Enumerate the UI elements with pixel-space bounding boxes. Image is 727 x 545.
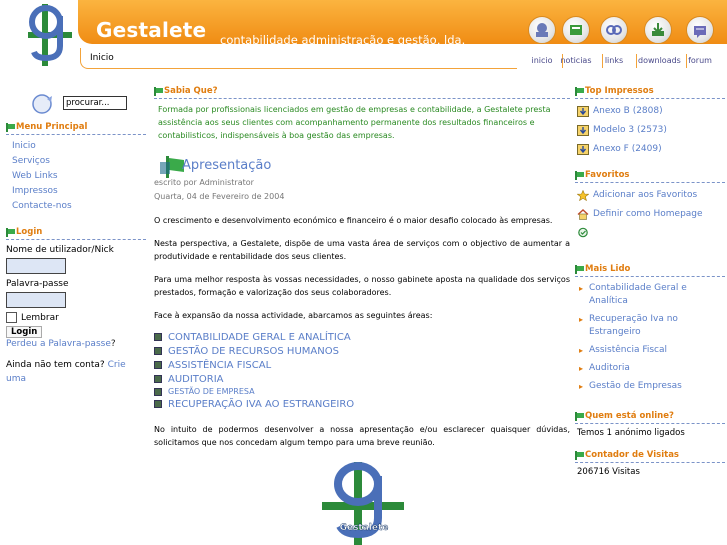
- logo-text: Gestalete: [339, 523, 389, 533]
- menu-item-impressos[interactable]: Impressos: [12, 186, 58, 196]
- menu-item-contacte-nos[interactable]: Contacte-nos: [12, 201, 72, 211]
- article-author: escrito por Administrator: [154, 178, 254, 187]
- top-impresso-item[interactable]: [577, 143, 725, 156]
- toolbar-downloads-label: downloads: [638, 56, 681, 65]
- article-paragraph: Para uma melhor resposta às vossas necessidades, o nosso gabinete aposta na qualidade dos serviços prestados, formação e valorização dos seus colaboradores.: [154, 275, 570, 297]
- bullet-icon: [154, 361, 162, 369]
- breadcrumb[interactable]: Inicio: [90, 53, 114, 63]
- bullet-icon: [154, 333, 162, 341]
- mais-lido-label: Contabilidade Geral e Analítica: [589, 283, 687, 306]
- login-button[interactable]: Login: [6, 326, 42, 338]
- arrow-right-icon: ▸: [579, 346, 584, 355]
- right-sidebar: [575, 86, 725, 477]
- downloads-icon: [644, 16, 672, 44]
- menu-principal-title: Menu Principal: [16, 122, 88, 132]
- arrow-right-icon: ▸: [579, 284, 584, 293]
- toolbar-divider: [636, 54, 637, 68]
- password-input[interactable]: [6, 292, 66, 308]
- list-item: [154, 344, 570, 358]
- forgot-password-link[interactable]: Perdeu a Palavra-passe: [6, 339, 111, 349]
- links-icon: [600, 16, 628, 44]
- menu-principal: [6, 122, 146, 214]
- no-account-row: [6, 358, 146, 386]
- search-icon: [30, 93, 58, 115]
- mais-lido-header: [575, 264, 725, 277]
- mais-lido-label: Auditoria: [589, 363, 630, 373]
- top-impresso-label: Modelo 3 (2573): [593, 125, 667, 135]
- site-title: Gestalete: [96, 18, 207, 42]
- login-header: [6, 227, 146, 240]
- article-paragraph: Nesta perspectiva, a Gestalete, dispõe de uma vasta área de serviços com o objectivo de aumentar a produtividade e rentabilidade dos seus clientes.: [154, 239, 570, 261]
- flag-icon: [154, 87, 164, 96]
- flag-icon: [6, 228, 16, 237]
- flag-icon: [575, 412, 585, 421]
- username-input[interactable]: [6, 258, 66, 274]
- menu-item-servicos[interactable]: Serviços: [12, 156, 50, 166]
- remember-checkbox[interactable]: [6, 312, 17, 323]
- flag-icon: [575, 171, 585, 180]
- mais-lido-item[interactable]: [579, 362, 725, 375]
- search-input[interactable]: procurar...: [63, 96, 127, 110]
- arrow-right-icon: ▸: [579, 364, 584, 373]
- arrow-right-icon: ▸: [579, 382, 584, 391]
- home-icon: [528, 16, 556, 44]
- toolbar-links[interactable]: [594, 16, 634, 65]
- breadcrumb-bar: [80, 48, 517, 69]
- create-account-link[interactable]: Crie uma: [6, 360, 126, 384]
- visitas-header: [575, 450, 725, 463]
- bullet-icon: [154, 400, 162, 408]
- toolbar-news[interactable]: [556, 16, 596, 65]
- top-impressos-header: [575, 86, 725, 99]
- top-impressos-title: Top Impressos: [585, 86, 654, 96]
- toolbar-news-label: noticias: [560, 56, 592, 65]
- login-section: [6, 227, 146, 386]
- bullet-icon: [154, 388, 162, 396]
- flag-icon: [6, 123, 16, 132]
- online-header: [575, 411, 725, 424]
- forum-icon: [686, 16, 714, 44]
- sabia-text: Formada por profissionais licenciados em gestão de empresas e contabilidade, a Gestalete presta assistência aos seus clientes com acompanhamento permanente dos resultados financeiros e contabilisticos, indispensáveis à boa gestão das empresas.: [158, 105, 551, 140]
- article-paragraph: O crescimento e desenvolvimento económico e financeiro é o maior desafio colocado às empresas.: [154, 216, 553, 225]
- article-title: Apresentação: [182, 158, 272, 173]
- area-label: GESTÃO DE RECURSOS HUMANOS: [168, 345, 339, 357]
- mais-lido-title: Mais Lido: [585, 264, 631, 274]
- toolbar: [522, 16, 727, 68]
- mais-lido-label: Assistência Fiscal: [589, 345, 668, 355]
- mais-lido-label: Gestão de Empresas: [589, 381, 682, 391]
- arrow-right-icon: ▸: [579, 315, 584, 324]
- mais-lido-item[interactable]: [579, 282, 725, 308]
- add-favorites-item[interactable]: [577, 189, 725, 202]
- menu-item-web-links[interactable]: Web Links: [12, 171, 58, 181]
- mais-lido-item[interactable]: [579, 380, 725, 393]
- mais-lido-label: Recuperação Iva no Estrangeiro: [589, 314, 678, 337]
- header: [0, 0, 727, 72]
- list-item: [154, 397, 570, 411]
- top-impresso-item[interactable]: [577, 105, 725, 118]
- area-label: CONTABILIDADE GERAL E ANALÍTICA: [168, 331, 351, 343]
- area-label: ASSISTÊNCIA FISCAL: [168, 359, 272, 371]
- bullet-icon: [154, 347, 162, 355]
- download-icon: [577, 125, 589, 136]
- article-paragraph: Face à expansão da nossa actividade, abarcamos as seguintes áreas:: [154, 311, 433, 320]
- visitas-text: 206716 Visitas: [577, 467, 640, 477]
- favoritos-title: Favoritos: [585, 170, 630, 180]
- top-impresso-label: Anexo B (2808): [593, 106, 663, 116]
- top-impresso-item[interactable]: [577, 124, 725, 137]
- gestalete-logo-large: [318, 460, 408, 545]
- gestalete-logo[interactable]: [26, 2, 74, 68]
- online-title: Quem está online?: [585, 411, 674, 421]
- article-header: [154, 154, 570, 176]
- no-account-text: Ainda não tem conta?: [6, 360, 105, 370]
- flag-icon: [575, 451, 585, 460]
- online-text: Temos 1 anónimo ligados: [577, 428, 685, 438]
- remember-label: Lembrar: [21, 312, 59, 323]
- area-label: AUDITORIA: [168, 373, 224, 385]
- toolbar-links-label: links: [604, 56, 624, 65]
- areas-list: [154, 330, 570, 411]
- flag-icon: [575, 265, 585, 274]
- toolbar-forum-label: forum: [688, 56, 712, 65]
- forgot-suffix: ?: [110, 339, 116, 349]
- list-item: [154, 372, 570, 386]
- set-homepage-label: Definir como Homepage: [593, 209, 703, 219]
- visitas-title: Contador de Visitas: [585, 450, 679, 460]
- area-label: GESTÃO DE EMPRESA: [168, 387, 255, 396]
- favoritos-header: [575, 170, 725, 183]
- remember-row: [6, 312, 146, 323]
- star-icon: [577, 190, 589, 201]
- add-favorites-label: Adicionar aos Favoritos: [593, 190, 698, 200]
- password-label: Palavra-passe: [6, 279, 69, 289]
- toolbar-downloads[interactable]: [638, 16, 681, 65]
- refresh-icon: [577, 227, 589, 238]
- bullet-icon: [154, 375, 162, 383]
- toolbar-home-label: inicio: [531, 56, 553, 65]
- forgot-row: [6, 338, 146, 350]
- news-icon: [562, 16, 590, 44]
- download-icon: [577, 144, 589, 155]
- flag-icon: [575, 87, 585, 96]
- toolbar-forum[interactable]: [680, 16, 720, 65]
- sabia-title: Sabia Que?: [164, 86, 218, 96]
- main-content: [154, 86, 570, 449]
- house-icon: [577, 209, 589, 220]
- list-item: [154, 358, 570, 372]
- login-title: Login: [16, 227, 43, 237]
- refresh-item[interactable]: [577, 227, 725, 238]
- area-label: RECUPERAÇÃO IVA AO ESTRANGEIRO: [168, 398, 355, 410]
- set-homepage-item[interactable]: [577, 208, 725, 221]
- sabia-header: [154, 86, 570, 99]
- download-icon: [577, 106, 589, 117]
- menu-principal-header: [6, 122, 146, 135]
- article-paragraph: No intuito de podermos desenvolver a nossa apresentação e/ou esclarecer quaisquer dúvidas, solicitamos que nos concedam algum tempo para uma breve reunião.: [154, 425, 570, 447]
- top-impresso-label: Anexo F (2409): [593, 144, 662, 154]
- site-tagline: contabilidade administração e gestão, lda.: [220, 33, 466, 47]
- menu-item-inicio[interactable]: Inicio: [12, 141, 36, 151]
- mais-lido-item[interactable]: [579, 344, 725, 357]
- list-item: [154, 386, 570, 397]
- list-item: [154, 330, 570, 344]
- article-date: Quarta, 04 de Fevereiro de 2004: [154, 192, 285, 201]
- username-label: Nome de utilizador/Nick: [6, 245, 114, 255]
- mais-lido-item[interactable]: [579, 313, 725, 339]
